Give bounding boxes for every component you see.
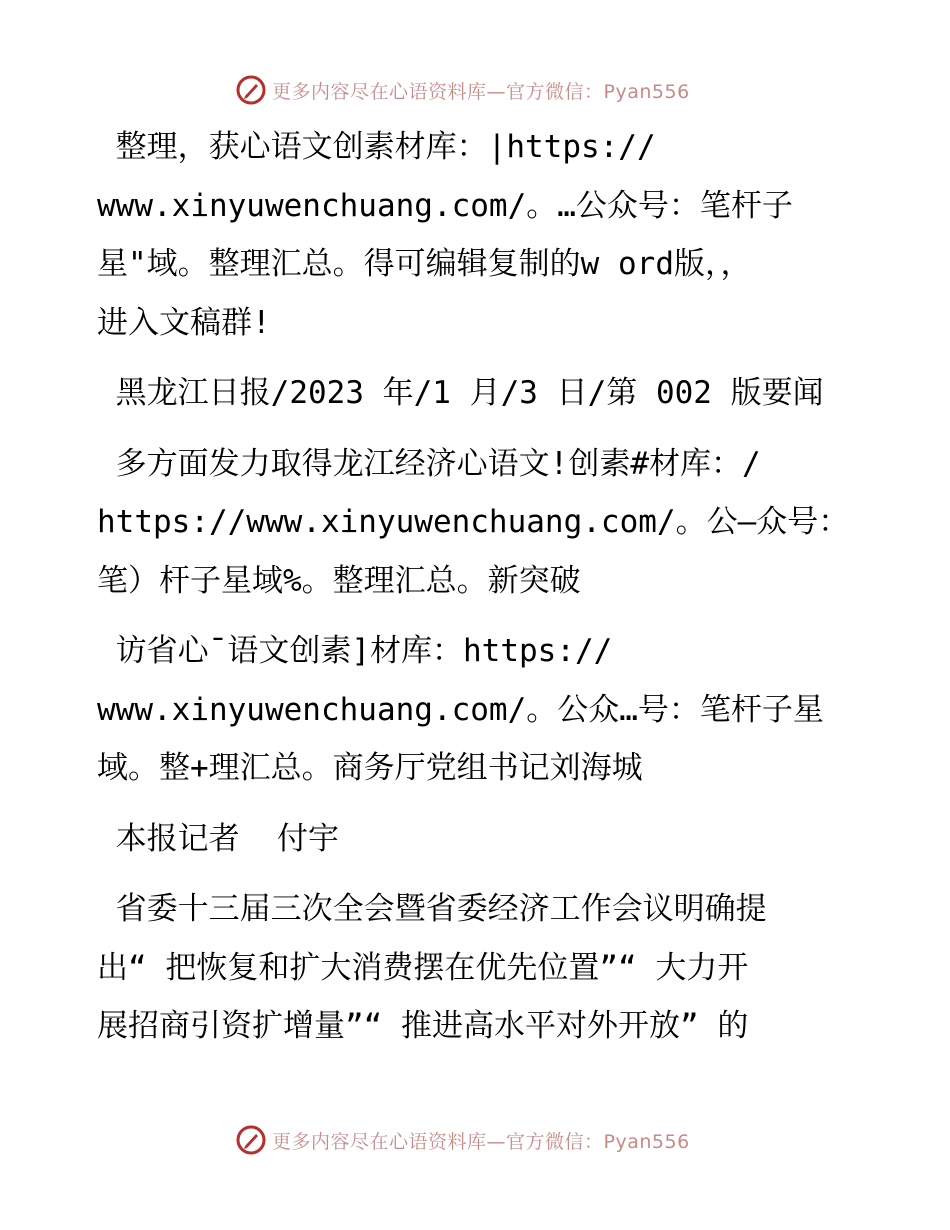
text-line: 本报记者 付宇 (97, 820, 339, 857)
text-line: 域。整+理汇总。商务厅党组书记刘海城 (97, 750, 643, 786)
text-line: 省委十三届三次全会暨省委经济工作会议明确提 (97, 891, 767, 927)
text-line: 整理，获心语文创素材库：|https:// (97, 129, 656, 165)
watermark-text: 更多内容尽在心语资料库—官方微信：Pyan556 (272, 80, 690, 103)
text-line: www.xinyuwenchuang.com/。公众…号：笔杆子星 (97, 691, 824, 728)
text-line: www.xinyuwenchuang.com/。…公众号：笔杆子 (97, 187, 793, 224)
text-line: 出“ 把恢复和扩大消费摆在优先位置”“ 大力开 (97, 949, 749, 986)
paragraph-subheadline (97, 622, 857, 798)
red-circle-pen-logo-icon (236, 1125, 266, 1155)
footer-watermark (236, 1122, 690, 1158)
document-body (97, 118, 857, 1068)
header-watermark (236, 72, 690, 108)
text-line: 笔）杆子星域%。整理汇总。新突破 (97, 562, 581, 599)
text-line: 展招商引资扩增量”“ 推进高水平对外开放” 的 (97, 1008, 749, 1044)
paragraph-body (97, 880, 857, 1056)
paragraph-headline (97, 435, 857, 611)
text-line: 黑龙江日报/2023 年/1 月/3 日/第 002 版要闻 (97, 375, 824, 411)
text-line: 访省心¯语文创素]材库：https:// (97, 633, 613, 669)
paragraph-intro (97, 118, 857, 352)
text-line: 多方面发力取得龙江经济心语文!创素#材库：/ (97, 445, 761, 482)
text-line: https://www.xinyuwenchuang.com/。公—众号： (97, 504, 850, 540)
watermark-text: 更多内容尽在心语资料库—官方微信：Pyan556 (272, 1130, 690, 1153)
paragraph-byline (97, 810, 857, 869)
text-line: 进入文稿群! (97, 304, 271, 341)
red-circle-pen-logo-icon (236, 75, 266, 105)
paragraph-source (97, 364, 857, 423)
text-line: 星"域。整理汇总。得可编辑复制的w ord版，， (97, 246, 752, 282)
